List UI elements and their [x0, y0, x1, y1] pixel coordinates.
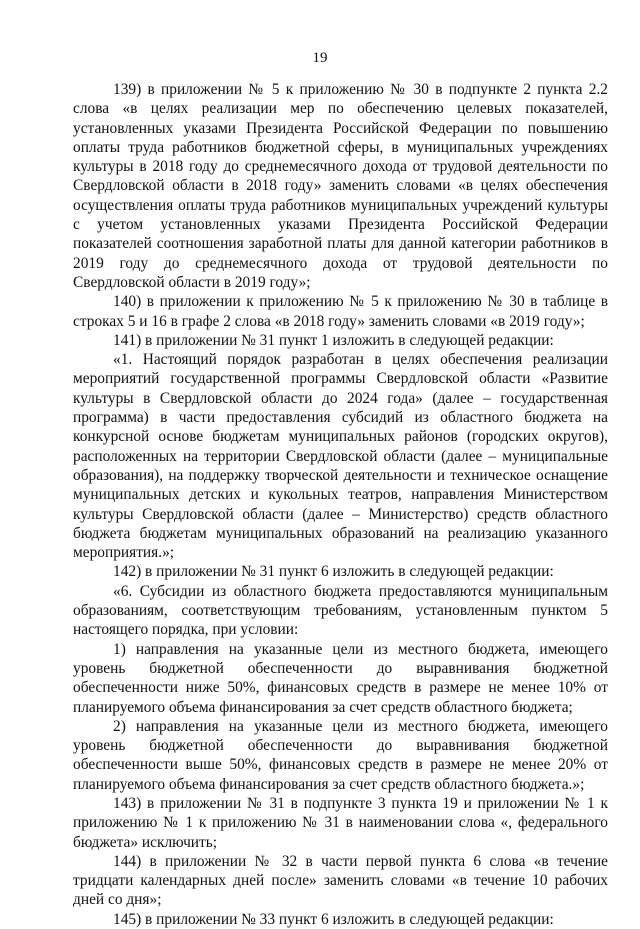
paragraph-139: 139) в приложении № 5 к приложению № 30 в подпункте 2 пункта 2.2 слова «в целях реализации мер по обеспечению целевых показателей, установленных указами Президента Российской Федерации по повышению оплаты труда работников бюджетной сферы, в муниципальных учреждениях культуры в 2018 году до среднемесячного дохода от трудовой деятельности по Свердловской области в 2018 году» заменить словами «в целях обеспечения осуществления оплаты труда работников муниципальных учреждений культуры с учетом установленных указами Президента Российской Федерации показателей соотношения заработной платы для данной категории работников в 2019 году до среднемесячного дохода от трудовой деятельности по Свердловской области в 2019 году»; [73, 81, 608, 291]
paragraph-141: 141) в приложении № 31 пункт 1 изложить в следующей редакции: [113, 331, 554, 349]
paragraph-141-text: «1. Настоящий порядок разработан в целях обеспечения реализации мероприятий государственной программы Свердловской области «Развитие культуры в Свердловской области до 2024 года» (далее – государственная программа) в части предоставления субсидий из областного бюджета на конкурсной основе бюджетам муниципальных районов (городских округов), расположенных на территории Свердловской области (далее – муниципальные образования), на поддержку творческой деятельности и техническое оснащение муниципальных детских и кукольных театров, направления Министерством культуры Свердловской области (далее – Министерство) средств областного бюджета бюджетам муниципальных образований на реализацию указанного мероприятия.»; [73, 351, 608, 562]
paragraph-143: 143) в приложении № 31 в подпункте 3 пункта 19 и приложении № 1 к приложению № 1 к приложению № 31 в наименовании слова «, федерального бюджета» исключить; [73, 794, 608, 851]
paragraph-142: 142) в приложении № 31 пункт 6 изложить в следующей редакции: [113, 563, 554, 581]
paragraph-145: 145) в приложении № 33 пункт 6 изложить в следующей редакции: [113, 910, 554, 928]
page-number: 19 [312, 50, 328, 66]
paragraph-142-text: «6. Субсидии из областного бюджета предоставляются муниципальным образованиям, соответствующим требованиям, установленным пунктом 5 настоящего порядка, при условии: [73, 582, 608, 639]
document-body [73, 80, 608, 929]
paragraph-142-item-1: 1) направления на указанные цели из местного бюджета, имеющего уровень бюджетной обеспеченности до выравнивания бюджетной обеспеченности ниже 50%, финансовых средств в размере не менее 10% от планируемого объема финансирования за счет средств областного бюджета; [73, 640, 608, 716]
paragraph-142-item-2: 2) направления на указанные цели из местного бюджета, имеющего уровень бюджетной обеспеченности до выравнивания бюджетной обеспеченности выше 50%, финансовых средств в размере не менее 20% от планируемого объема финансирования за счет средств областного бюджета.»; [73, 717, 608, 793]
paragraph-144: 144) в приложении № 32 в части первой пункта 6 слова «в течение тридцати календарных дней после» заменить словами «в течение 10 рабочих дней со дня»; [73, 852, 608, 909]
paragraph-140: 140) в приложении к приложению № 5 к приложению № 30 в таблице в строках 5 и 16 в графе 2 слова «в 2018 году» заменить словами «в 2019 году»; [73, 293, 608, 330]
